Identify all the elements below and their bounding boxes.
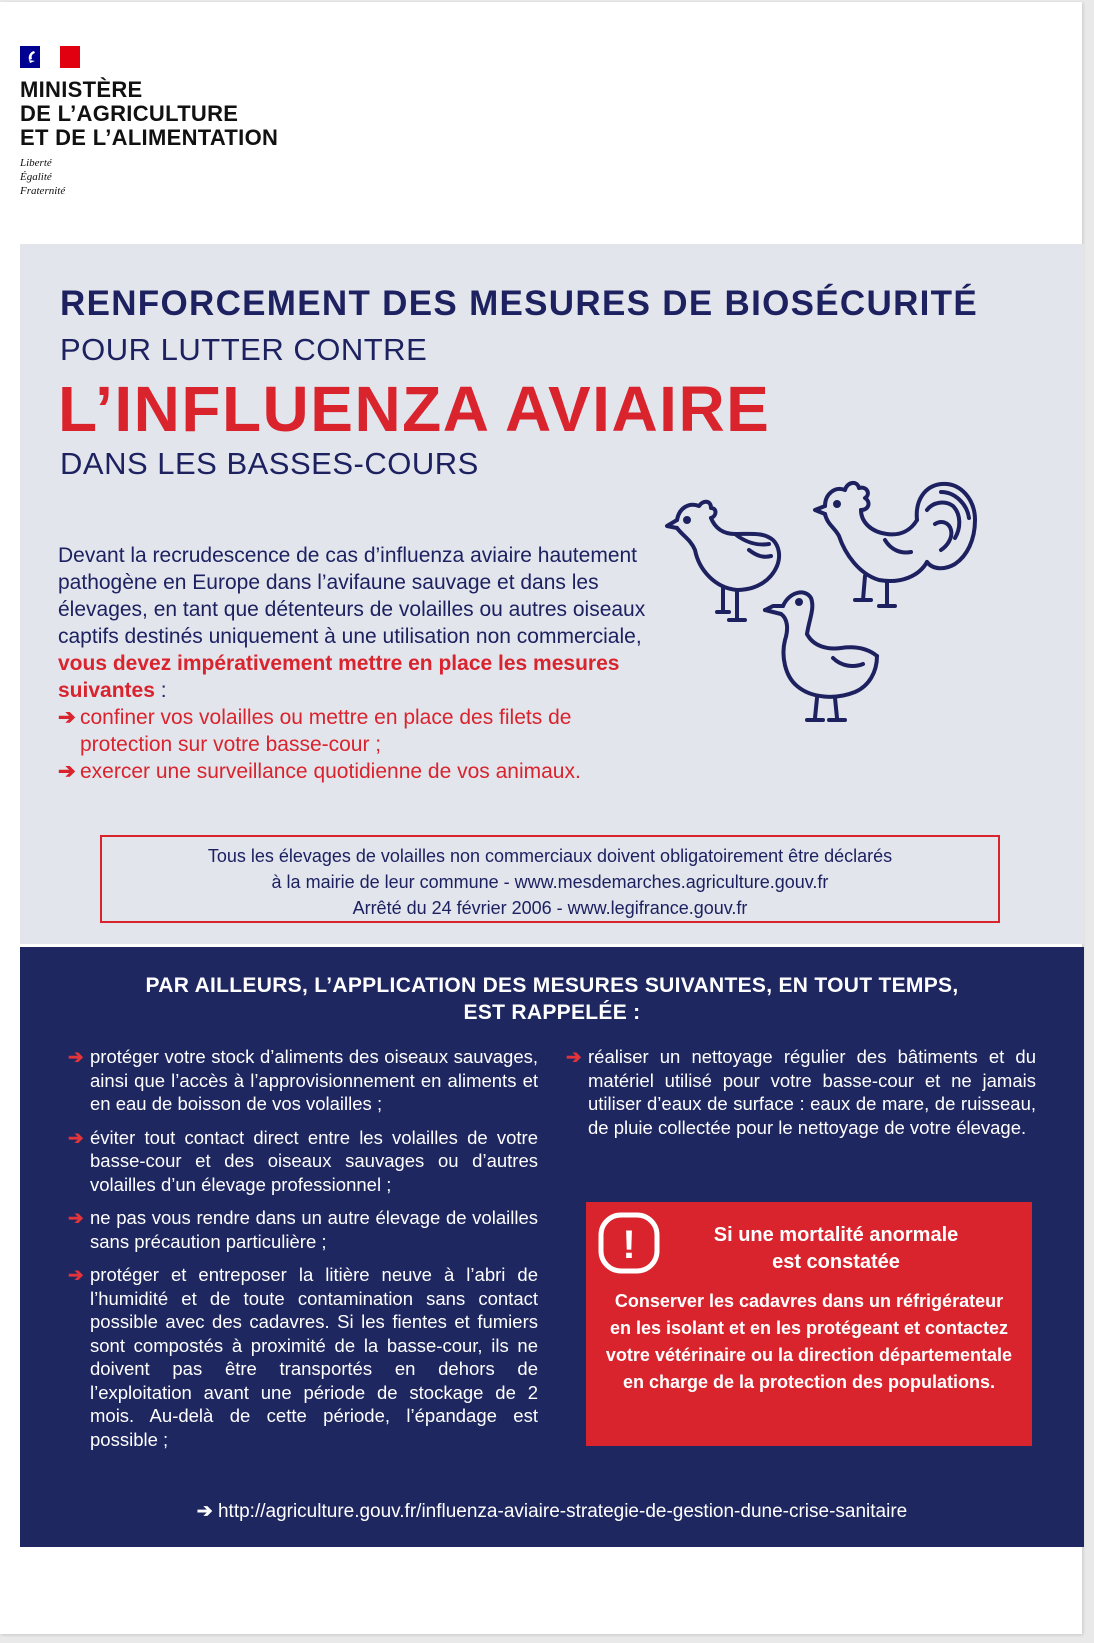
poultry-illustration-icon [665, 480, 1035, 755]
hero-subtitle: POUR LUTTER CONTRE [60, 332, 428, 367]
warning-symbol: ! [622, 1223, 636, 1267]
arrow-right-icon: ➔ [68, 1126, 84, 1148]
ministry-name-line: DE L’AGRICULTURE [20, 101, 239, 126]
measure-text: ne pas vous rendre dans un autre élevage de volailles sans précaution particulière ; [90, 1207, 538, 1252]
intro-bullet-text: confiner vos volailles ou mettre en place des filets de protection sur votre basse-cour ; [80, 706, 572, 756]
intro-bullet [58, 758, 658, 785]
declaration-notice [100, 835, 1000, 923]
alert-title [666, 1222, 1006, 1276]
measure-item [68, 1206, 538, 1253]
arrow-right-icon: ➔ [58, 760, 76, 783]
measure-text: protéger votre stock d’aliments des oiseaux sauvages, ainsi que l’accès à l’approvisionnement en aliments et en eau de boisson de vos volailles ; [90, 1046, 538, 1114]
hen-icon [667, 502, 779, 620]
intro-bullet-text: exercer une surveillance quotidienne de vos animaux. [80, 760, 581, 783]
intro-paragraph [58, 542, 658, 785]
ministry-logo [20, 46, 278, 198]
arrow-right-icon: ➔ [68, 1264, 84, 1285]
marianne-flag-icon [20, 46, 80, 68]
footer-link[interactable]: http://agriculture.gouv.fr/influenza-aviaire-strategie-de-gestion-dune-crise-sanitaire [217, 1501, 908, 1522]
notice-line: Tous les élevages de volailles non commerciaux doivent obligatoirement être déclarés [207, 846, 893, 866]
arrow-right-icon: ➔ [566, 1046, 582, 1067]
hero-title: RENFORCEMENT DES MESURES DE BIOSÉCURITÉ [60, 284, 979, 323]
rooster-icon [815, 483, 975, 606]
footer-link-row [20, 1500, 1084, 1523]
mortality-alert [586, 1202, 1032, 1446]
measure-text: éviter tout contact direct entre les volailles de votre basse-cour et des oiseaux sauvages ou d’autres volailles d’un élevage professionnel ; [90, 1126, 538, 1195]
motto-line: Fraternité [20, 185, 66, 197]
intro-colon: : [154, 679, 167, 702]
measure-text: réaliser un nettoyage régulier des bâtiments et du matériel utilisé pour votre basse-cour et ne jamais utiliser d’eaux de surface : eaux de mare, de ruisseau, de pluie collectée pour le nettoyage de votre élevage. [588, 1046, 1036, 1138]
intro-bullet [58, 704, 658, 758]
notice-line: Arrêté du 24 février 2006 - www.legifrance.gouv.fr [352, 898, 748, 918]
measures-title-line: PAR AILLEURS, L’APPLICATION DES MESURES SUIVANTES, EN TOUT TEMPS, [145, 974, 959, 997]
hero-main-title: L’INFLUENZA AVIAIRE [58, 373, 771, 445]
intro-emphasis: vous devez impérativement mettre en place les mesures suivantes [58, 652, 620, 702]
arrow-right-icon: ➔ [58, 706, 76, 729]
measure-text: protéger et entreposer la litière neuve à l’abri de l’humidité et de toute contamination sans contact possible avec des cadavres. Si les fientes et fumiers sont compostés à proximité de la basse-cour, ils ne doivent pas être transportés en dehors de l’exploitation avant une période de stockage de 2 mois. Au-delà de cette période, l’épandage est possible ; [90, 1264, 538, 1450]
alert-body: Conserver les cadavres dans un réfrigérateur en les isolant et en les protégeant et contactez votre vétérinaire ou la direction départementale en charge de la protection des populations. [605, 1291, 1013, 1392]
motto-line: Liberté [20, 157, 52, 169]
motto-line: Égalité [20, 171, 52, 183]
arrow-right-icon: ➔ [196, 1501, 213, 1522]
hero-subtitle-bottom: DANS LES BASSES-COURS [60, 446, 479, 481]
ministry-name-line: MINISTÈRE [20, 77, 143, 102]
measure-item [68, 1126, 538, 1197]
arrow-right-icon: ➔ [68, 1046, 84, 1067]
arrow-right-icon: ➔ [68, 1207, 84, 1228]
measures-left-column [68, 1045, 538, 1451]
ministry-name-line: ET DE L’ALIMENTATION [20, 125, 279, 150]
notice-line: à la mairie de leur commune - www.mesdemarches.agriculture.gouv.fr [271, 872, 829, 892]
warning-icon [598, 1212, 660, 1274]
measures-title [20, 972, 1084, 1026]
measures-right-column [566, 1045, 1036, 1139]
intro-text: Devant la recrudescence de cas d’influenza aviaire hautement pathogène en Europe dans l’avifaune sauvage et dans les élevages, en tant que détenteurs de volailles ou autres oiseaux captifs destinés uniquement à une utilisation non commerciale, [58, 544, 646, 648]
goose-icon [765, 592, 877, 720]
measure-item [566, 1045, 1036, 1139]
measures-title-line: EST RAPPELÉE : [463, 1001, 641, 1024]
measure-item [68, 1263, 538, 1451]
alert-title-line: Si une mortalité anormale [713, 1224, 959, 1246]
measure-item [68, 1045, 538, 1116]
alert-title-line: est constatée [772, 1251, 900, 1273]
